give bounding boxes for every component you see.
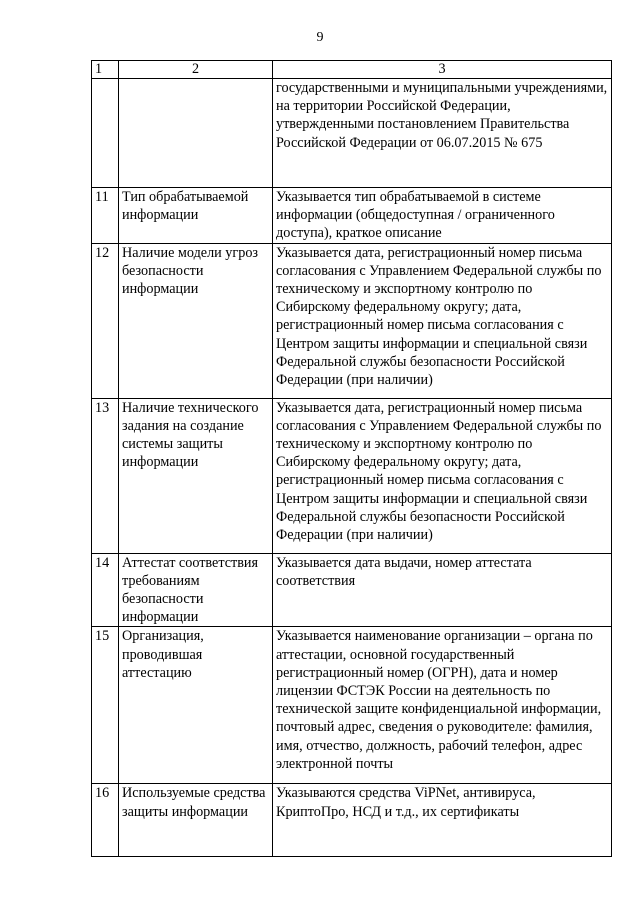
row-number-cell: 11 (92, 188, 119, 244)
row-number-cell: 13 (92, 398, 119, 553)
row-name-cell: Наличие модели угроз безопасности информации (119, 243, 273, 398)
table-row (92, 398, 612, 553)
row-description-cell: государственными и муниципальными учреждениями, на территории Российской Федерации, утвержденными постановлением Правительства Российской Федерации от 06.07.2015 № 675 (273, 79, 612, 188)
row-description-cell: Указывается наименование организации – органа по аттестации, основной государственный регистрационный номер (ОГРН), дата и номер лицензии ФСТЭК России на деятельность по технической защите конфиденциальной информации, почтовый адрес, сведения о руководителе: фамилия, имя, отчество, должность, рабочий телефон, адрес электронной почты (273, 627, 612, 784)
table-header-row (92, 61, 612, 79)
row-number-cell: 14 (92, 553, 119, 627)
column-header-number: 1 (92, 61, 119, 79)
row-number-cell: 12 (92, 243, 119, 398)
table-row (92, 553, 612, 627)
row-name-cell: Организация, проводившая аттестацию (119, 627, 273, 784)
table-row (92, 188, 612, 244)
table-row (92, 784, 612, 857)
row-name-cell: Используемые средства защиты информации (119, 784, 273, 857)
row-number-cell: 15 (92, 627, 119, 784)
table-row (92, 79, 612, 188)
row-description-cell: Указывается дата, регистрационный номер письма согласования с Управлением Федеральной службы по техническому и экспортному контролю по Сибирскому федеральному округу; дата, регистрационный номер письма согласования с Центром защиты информации и специальной связи Федеральной службы безопасности Российской Федерации (при наличии) (273, 243, 612, 398)
requirements-table (91, 60, 612, 857)
table-row (92, 243, 612, 398)
row-name-cell: Аттестат соответствия требованиям безопасности информации (119, 553, 273, 627)
row-description-cell: Указываются средства ViPNet, антивируса, КриптоПро, НСД и т.д., их сертификаты (273, 784, 612, 857)
column-header-name: 2 (119, 61, 273, 79)
row-name-cell: Наличие технического задания на создание системы защиты информации (119, 398, 273, 553)
row-name-cell (119, 79, 273, 188)
row-description-cell: Указывается тип обрабатываемой в системе информации (общедоступная / ограниченного доступа), краткое описание (273, 188, 612, 244)
row-number-cell (92, 79, 119, 188)
column-header-description: 3 (273, 61, 612, 79)
row-number-cell: 16 (92, 784, 119, 857)
row-description-cell: Указывается дата, регистрационный номер письма согласования с Управлением Федеральной службы по техническому и экспортному контролю по Сибирскому федеральному округу; дата, регистрационный номер письма согласования с Центром защиты информации и специальной связи Федеральной службы безопасности Российской Федерации (при наличии) (273, 398, 612, 553)
page-number: 9 (316, 30, 324, 45)
row-description-cell: Указывается дата выдачи, номер аттестата соответствия (273, 553, 612, 627)
row-name-cell: Тип обрабатываемой информации (119, 188, 273, 244)
table-row (92, 627, 612, 784)
